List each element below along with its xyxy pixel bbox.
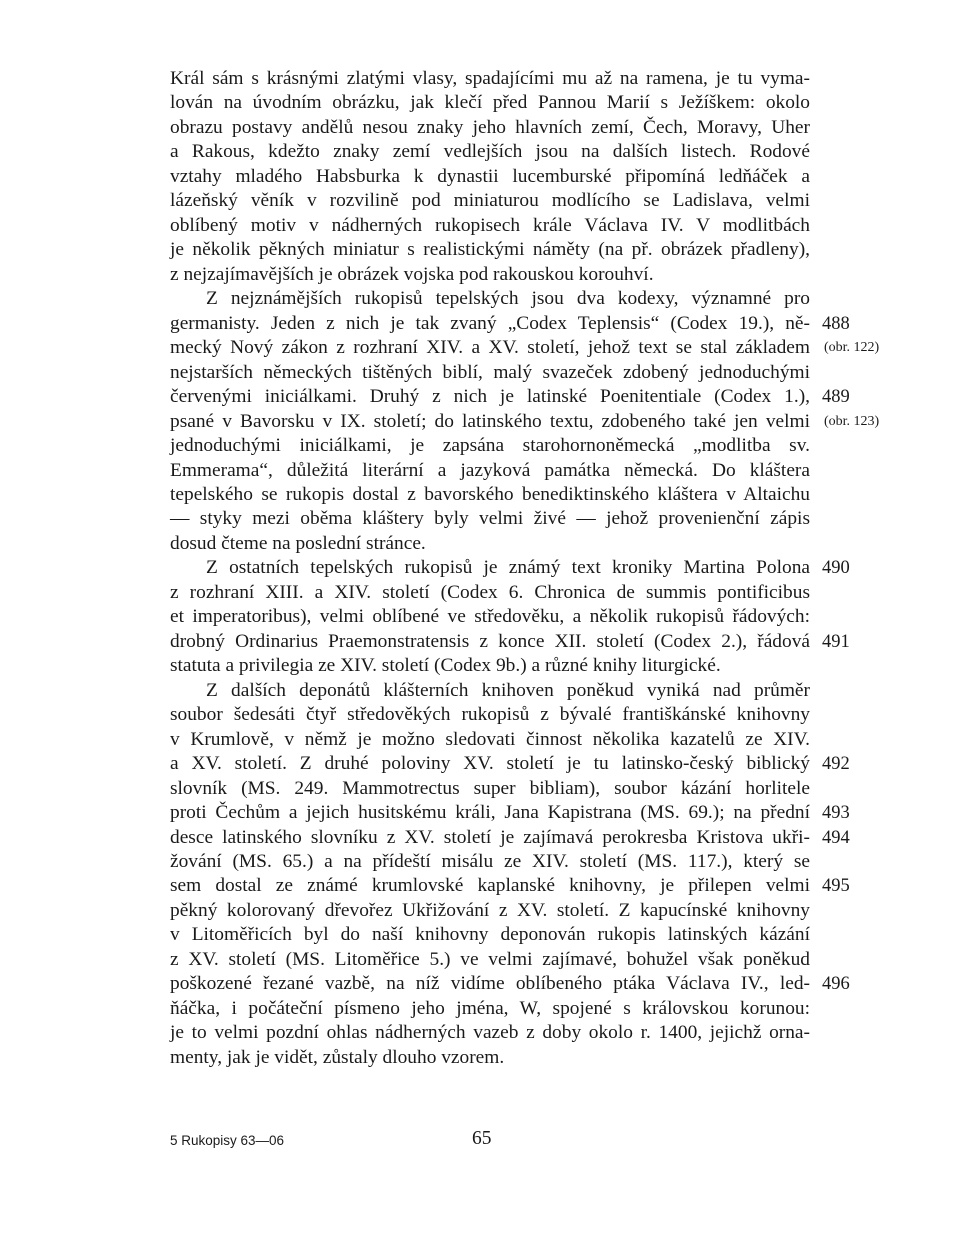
text-line: [170, 556, 850, 580]
text-line: [170, 263, 810, 287]
line-text: sem dostal ze známé krumlovské kaplanské knihovny, je přilepen velmi: [170, 875, 810, 897]
line-text: Z dalších deponátů klášterních knihoven poněkud vyniká nad průměr: [206, 679, 810, 701]
line-text: je několik pěkných miniatur s realistickými náměty (na př. obrázek přadleny),: [170, 239, 810, 261]
text-line: [170, 777, 810, 801]
line-text: germanisty. Jeden z nich je tak zvaný „Codex Teplensis“ (Codex 19.), ně-: [170, 312, 810, 334]
text-line: [170, 507, 810, 531]
text-line: [170, 923, 810, 947]
text-line: [170, 752, 850, 776]
line-text: červenými iniciálkami. Druhý z nich je latinské Poenitentiale (Codex 1.),: [170, 386, 810, 408]
line-text: ňáčka, i počáteční písmeno jeho jména, W, spojené s královskou korunou:: [170, 997, 810, 1019]
text-line: [170, 165, 810, 189]
line-text: a Rakous, kdežto znaky zemí vedlejších jsou na dalších listech. Rodové: [170, 141, 810, 163]
line-text: psané v Bavorsku v IX. století; do latinského textu, zdobeného také jen velmi: [170, 410, 810, 432]
line-text: pěkný kolorovaný dřevořez Ukřižování z XV. století. Z kapucínské knihovny: [170, 899, 810, 921]
text-line: [170, 728, 810, 752]
line-text: vztahy mladého Habsburka k dynastii lucemburské připomíná ledňáček a: [170, 165, 810, 187]
line-text: menty, jak je vidět, zůstaly dlouho vzorem.: [170, 1046, 505, 1068]
line-text: et imperatoribus), velmi oblíbené ve středověku, a několik rukopisů řádových:: [170, 606, 810, 628]
text-line: [170, 532, 810, 556]
line-text: drobný Ordinarius Praemonstratensis z konce XII. století (Codex 2.), řádová: [170, 630, 810, 652]
margin-number: 492: [822, 754, 850, 775]
text-line: [170, 997, 810, 1021]
line-text: a XV. století. Z druhé poloviny XV. století je tu latinsko-český biblický: [170, 753, 810, 775]
page-number: 65: [472, 1128, 492, 1149]
text-line: [170, 410, 880, 434]
line-text: z XV. století (MS. Litoměřice 5.) ve velmi zajímavé, bohužel však poněkud: [170, 948, 810, 970]
text-line: [170, 850, 810, 874]
line-text: soubor šedesáti čtyř středověkých rukopisů z bývalé františkánské knihovny: [170, 704, 810, 726]
line-text: statuta a privilegia ze XIV. století (Codex 9b.) a různé knihy liturgické.: [170, 655, 721, 677]
text-line: [170, 287, 810, 311]
text-line: [170, 1046, 810, 1070]
text-line: [170, 948, 810, 972]
text-line: [170, 91, 810, 115]
margin-figure-ref: (obr. 123): [824, 413, 880, 429]
margin-number: 496: [822, 974, 850, 995]
text-line: [170, 459, 810, 483]
line-text: nejstarších německých tištěných biblí, malý svazeček zdobený jednoduchými: [170, 361, 810, 383]
line-text: oblíbený motiv v nádherných rukopisech krále Václava IV. V modlitbách: [170, 214, 810, 236]
margin-number: 490: [822, 558, 850, 579]
line-text: dosud čteme na poslední stránce.: [170, 532, 426, 554]
text-line: [170, 654, 810, 678]
text-line: [170, 434, 810, 458]
line-text: mecký Nový zákon z rozhraní XIV. a XV. století, jehož text se stal základem: [170, 337, 810, 359]
margin-number: 494: [822, 827, 850, 848]
text-line: [170, 116, 810, 140]
text-line: [170, 214, 810, 238]
line-text: — styky mezi oběma kláštery byly velmi živé — jehož provenienční zápis: [170, 508, 810, 530]
text-line: [170, 238, 810, 262]
margin-number: 495: [822, 876, 850, 897]
margin-figure-ref: (obr. 122): [824, 340, 880, 356]
line-text: v Litoměřicích byl do naší knihovny deponován rukopis latinských kázání: [170, 924, 810, 946]
line-text: tepelského se rukopis dostal z bavorského benediktinského kláštera v Altaichu: [170, 483, 810, 505]
text-line: [170, 189, 810, 213]
text-line: [170, 972, 850, 996]
line-text: jednoduchými iniciálkami, je zapsána starohornoněmecká „modlitba sv.: [170, 435, 810, 457]
line-text: z nejzajímavějších je obrázek vojska pod rakouskou korouhví.: [170, 263, 654, 285]
margin-number: 493: [822, 803, 850, 824]
text-line: [170, 801, 850, 825]
margin-number: 489: [822, 387, 850, 408]
text-line: [170, 630, 850, 654]
printer-signature: 5 Rukopisy 63—06: [170, 1133, 285, 1148]
text-line: [170, 67, 810, 91]
line-text: Z nejznámějších rukopisů tepelských jsou dva kodexy, významné pro: [206, 288, 810, 310]
text-line: [170, 385, 850, 409]
line-text: proti Čechům a jejich husitskému králi, Jana Kapistrana (MS. 69.); na přední: [170, 802, 810, 824]
text-line: [170, 899, 810, 923]
line-text: z rozhraní XIII. a XIV. století (Codex 6. Chronica de summis pontificibus: [170, 581, 810, 603]
text-line: [170, 1021, 810, 1045]
line-text: lován na úvodním obrázku, jak klečí před Pannou Marií s Ježíškem: okolo: [170, 92, 810, 114]
line-text: v Krumlově, v němž je možno sledovati činnost několika kazatelů ze XIV.: [170, 728, 810, 750]
line-text: Král sám s krásnými zlatými vlasy, spadajícími mu až na ramena, je tu vyma-: [170, 68, 810, 89]
line-text: slovník (MS. 249. Mammotrectus super bibliam), soubor kázání horlitele: [170, 777, 810, 799]
margin-number: 491: [822, 631, 850, 652]
text-line: [170, 483, 810, 507]
text-line: [170, 361, 810, 385]
text-line: [170, 679, 810, 703]
text-line: [170, 336, 880, 360]
line-text: je to velmi pozdní ohlas nádherných vazeb z doby okolo r. 1400, jejichž orna-: [170, 1022, 810, 1044]
text-line: [170, 826, 850, 850]
line-text: žování (MS. 65.) a na přídeští misálu ze XIV. století (MS. 117.), který se: [170, 851, 810, 872]
line-text: Z ostatních tepelských rukopisů je známý text kroniky Martina Polona: [206, 557, 810, 579]
body-text: [170, 67, 880, 1070]
text-line: [170, 605, 810, 629]
text-line: [170, 581, 810, 605]
line-text: poškozené řezané vazbě, na níž vidíme oblíbeného ptáka Václava IV., led-: [170, 973, 810, 995]
text-line: [170, 140, 810, 164]
line-text: desce latinského slovníku z XV. století je zajímavá perokresba Kristova ukři-: [170, 826, 810, 848]
margin-number: 488: [822, 313, 850, 334]
line-text: lázeňský věník v rozvilině pod miniaturou modlícího se Ladislava, velmi: [170, 190, 810, 212]
line-text: Emmerama“, důležitá literární a jazyková památka německá. Do kláštera: [170, 459, 810, 481]
text-line: [170, 703, 810, 727]
line-text: obrazu postavy andělů nesou znaky jeho hlavních zemí, Čech, Moravy, Uher: [170, 116, 810, 138]
text-line: [170, 312, 850, 336]
text-line: [170, 874, 850, 898]
